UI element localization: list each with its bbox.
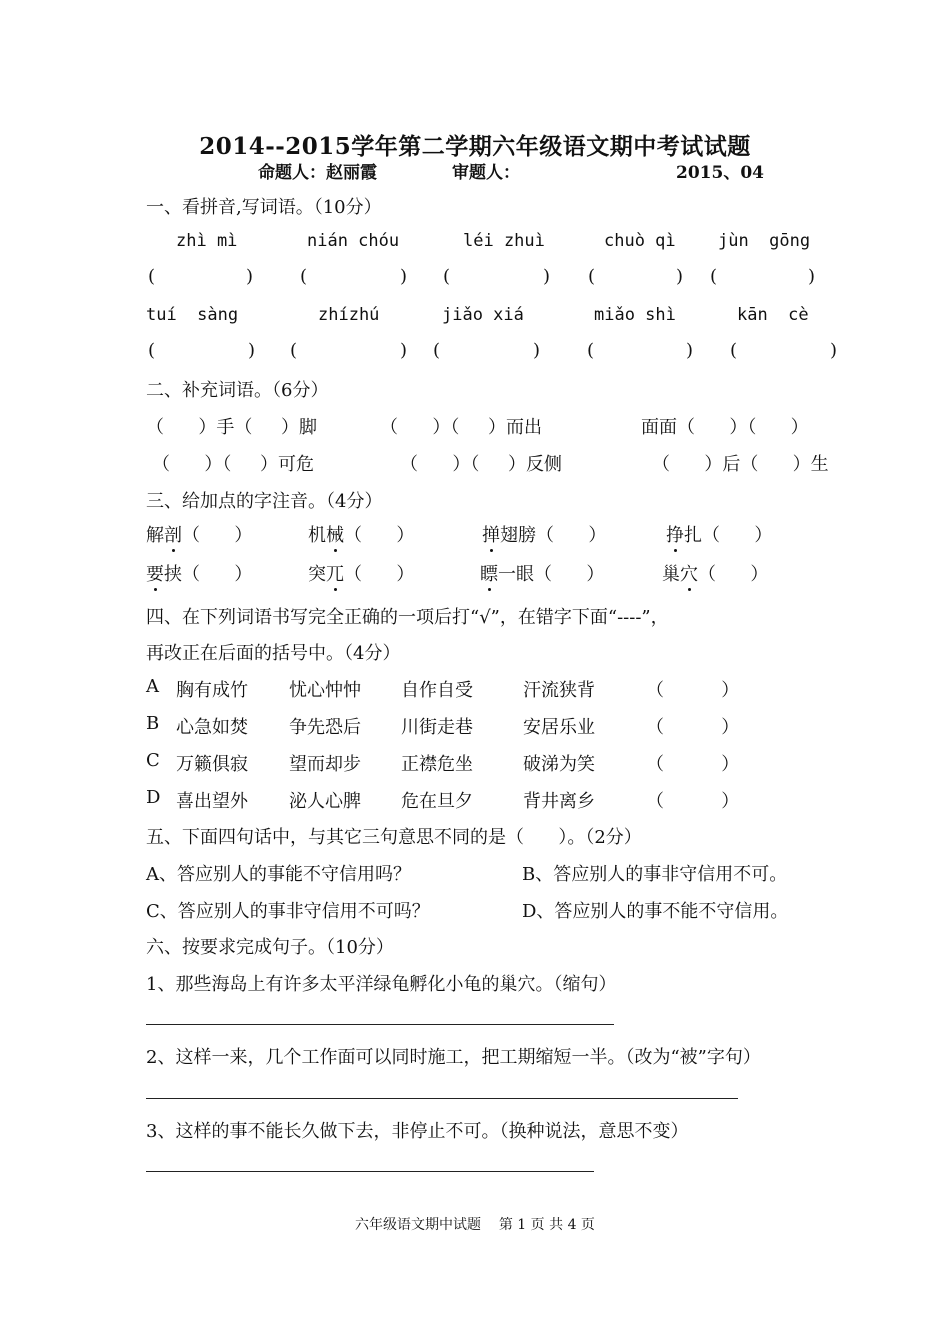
answer-paren-open: ( [443,266,451,287]
answer-paren: （ ） [646,754,740,775]
word-item: 川街走巷 [401,717,473,738]
answer-paren-open: ( [148,266,156,287]
answer-paren-close: ) [400,266,408,287]
option-letter: B [146,713,160,734]
answer-paren-open: ( [300,266,308,287]
answer-line [146,1171,594,1172]
fill-word-item: （ ）（ ）而出 [380,417,542,438]
answer-paren-close: ) [533,340,541,361]
pinyin-item: tuí sàng [146,305,239,325]
annotate-item: 巢穴（ ） [662,560,768,586]
q4-heading-cont: 再改正在后面的括号中。（4分） [146,643,401,664]
q4-heading: 四、在下列词语书写完全正确的一项后打“√”，在错字下面“----”， [146,607,669,628]
answer-paren-open: ( [587,340,595,361]
answer-paren-close: ) [248,340,256,361]
word-item: 喜出望外 [176,791,248,812]
dotted-char: 挣 [666,521,684,547]
q3-heading: 三、给加点的字注音。（4分） [146,491,383,512]
answer-paren-close: ) [676,266,684,287]
author-label: 命题人：赵丽霞 [258,163,377,183]
annotate-item: 要挟（ ） [146,560,252,586]
answer-paren-close: ) [400,340,408,361]
word-item: 心急如焚 [176,717,248,738]
answer-paren-open: ( [588,266,596,287]
word-item: 万籁俱寂 [176,754,248,775]
answer-paren-open: ( [730,340,738,361]
dotted-char: 要 [146,560,164,586]
word-item: 自作自受 [401,680,473,701]
option-letter: C [146,750,160,771]
word-item: 望而却步 [289,754,361,775]
pinyin-item: léi zhuì [463,231,545,251]
answer-paren-open: ( [290,340,298,361]
dotted-char: 械 [326,521,344,547]
dotted-char: 剖 [164,521,182,547]
pinyin-item: chuò qì [604,231,676,251]
dotted-char: 瞟 [480,560,498,586]
annotate-item: 突兀（ ） [308,560,414,586]
choice-option: C、答应别人的事非守信用不可吗？ [146,901,430,922]
pinyin-item: kān cè [737,305,809,325]
annotate-item: 瞟一眼（ ） [480,560,604,586]
pinyin-item: miǎo shì [594,305,676,325]
word-item: 胸有成竹 [176,680,248,701]
annotate-item: 掸翅膀（ ） [482,521,606,547]
pinyin-item: zhízhú [318,305,380,325]
option-letter: D [146,787,161,808]
exam-title: 2014--2015学年第二学期六年级语文期中考试试题 [199,133,751,160]
q1-heading: 一、看拼音,写词语。（10分） [146,197,382,218]
pinyin-item: jùn gōng [718,231,811,251]
answer-paren-open: ( [433,340,441,361]
choice-option: A、答应别人的事能不守信用吗？ [146,864,411,885]
pinyin-item: jiǎo xiá [442,305,524,325]
dotted-char: 掸 [482,521,500,547]
pinyin-item: zhì mì [176,231,238,251]
exam-date: 2015、04 [676,163,764,183]
q5-heading: 五、下面四句话中，与其它三句意思不同的是（ ）。（2分） [146,827,642,848]
annotate-item: 解剖（ ） [146,521,252,547]
pinyin-item: nián chóu [307,231,400,251]
choice-option: D、答应别人的事不能不守信用。 [522,901,789,922]
answer-paren-open: ( [148,340,156,361]
reviewer-label: 审题人： [452,163,520,183]
answer-line [146,1024,614,1025]
word-item: 背井离乡 [523,791,595,812]
word-item: 忧心忡忡 [289,680,361,701]
option-letter: A [146,676,159,697]
sentence-task: 2、这样一来，几个工作面可以同时施工，把工期缩短一半。（改为“被”字句） [146,1047,761,1068]
answer-paren: （ ） [646,680,740,701]
word-item: 泌人心脾 [289,791,361,812]
answer-paren-open: ( [710,266,718,287]
answer-paren: （ ） [646,791,740,812]
fill-word-item: （ ）手（ ）脚 [146,417,317,438]
word-item: 危在旦夕 [401,791,473,812]
word-item: 安居乐业 [523,717,595,738]
choice-option: B、答应别人的事非守信用不可。 [522,864,788,885]
answer-paren: （ ） [646,717,740,738]
word-item: 汗流狭背 [523,680,595,701]
annotate-item: 机械（ ） [308,521,414,547]
page-footer: 六年级语文期中试题 第 1 页 共 4 页 [355,1217,595,1233]
word-item: 争先恐后 [289,717,361,738]
dotted-char: 穴 [680,560,698,586]
q2-heading: 二、补充词语。（6分） [146,380,329,401]
q6-heading: 六、按要求完成句子。（10分） [146,937,394,958]
answer-paren-close: ) [246,266,254,287]
answer-paren-close: ) [808,266,816,287]
word-item: 破涕为笑 [523,754,595,775]
answer-paren-close: ) [830,340,838,361]
sentence-task: 1、那些海岛上有许多太平洋绿龟孵化小龟的巢穴。（缩句） [146,974,617,995]
fill-word-item: （ ）（ ）可危 [152,454,314,475]
answer-line [146,1098,738,1099]
sentence-task: 3、这样的事不能长久做下去，非停止不可。（换种说法，意思不变） [146,1121,689,1142]
fill-word-item: （ ）（ ）反侧 [400,454,562,475]
dotted-char: 兀 [326,560,344,586]
annotate-item: 挣扎（ ） [666,521,772,547]
answer-paren-close: ) [543,266,551,287]
answer-paren-close: ) [686,340,694,361]
fill-word-item: （ ）后（ ）生 [652,454,829,475]
word-item: 正襟危坐 [401,754,473,775]
fill-word-item: 面面（ ）（ ） [641,417,809,438]
